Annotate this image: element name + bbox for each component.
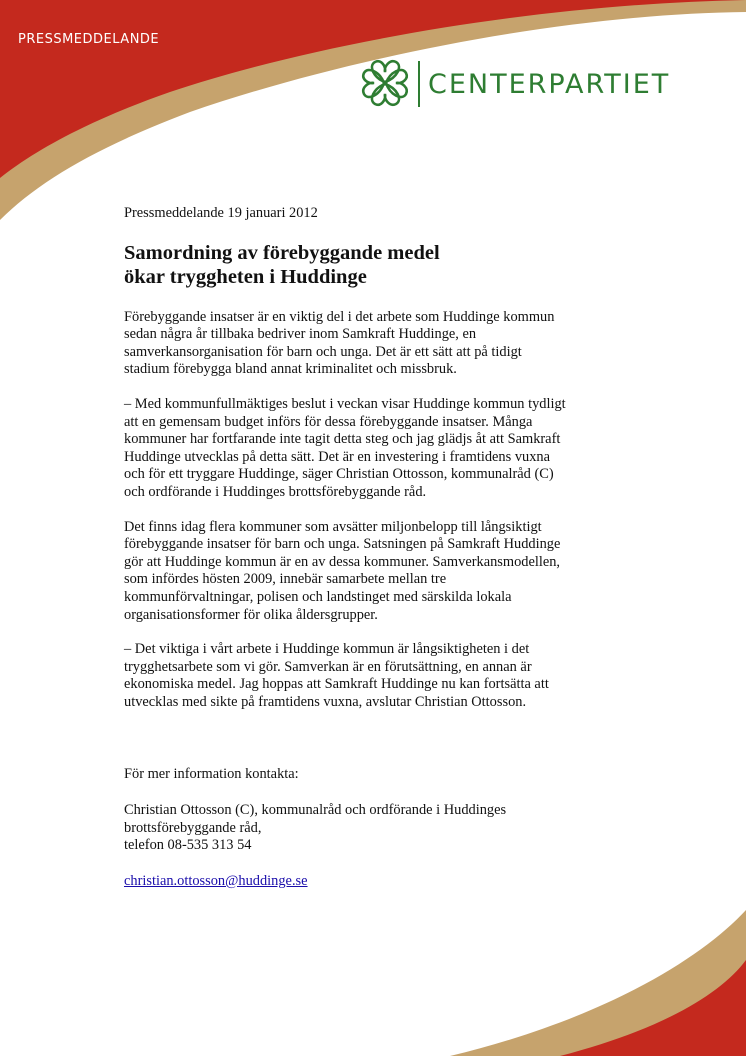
- logo-divider: [418, 61, 420, 107]
- clover-icon: [360, 58, 410, 110]
- headline-line-1: Samordning av förebyggande medel: [124, 241, 440, 264]
- headline: [124, 241, 594, 289]
- headline-line-2: ökar tryggheten i Huddinge: [124, 265, 367, 288]
- paragraph: Det finns idag flera kommuner som avsätter miljonbelopp till långsiktigt förebyggande insatser för barn och unga. Satsningen på Samkraft Huddinge gör att Huddinge kommun är en av dessa kommuner. Samverkansmodellen, som infördes hösten 2009, innebär samarbete mellan tre kommunförvaltningar, polisen och landstinget med särskilda lokala organisationsformer för olika åldersgrupper.: [124, 518, 561, 623]
- press-release-kicker: PRESSMEDDELANDE: [18, 32, 160, 47]
- contact-heading: För mer information kontakta:: [124, 766, 299, 783]
- brand-name: CENTERPARTIET: [428, 68, 671, 100]
- centerpartiet-logo: [360, 58, 670, 110]
- paragraph: – Det viktiga i vårt arbete i Huddinge kommun är långsiktigheten i det trygghetsarbete som vi gör. Samverkan är en förutsättning, en annan är ekonomiska medel. Jag hoppas att Samkraft Huddinge nu kan fortsätta att utvecklas med sikte på framtidens vuxna, avslutar Christian Ottosson.: [124, 641, 549, 710]
- contact-details: Christian Ottosson (C), kommunalråd och ordförande i Huddinges brottsförebyggande råd, telefon 08-535 313 54: [124, 802, 507, 854]
- dateline: Pressmeddelande 19 januari 2012: [124, 205, 318, 221]
- footer-gold-band: [450, 910, 746, 1056]
- footer-red-band: [560, 960, 746, 1056]
- contact-email-link[interactable]: christian.ottosson@huddinge.se: [124, 872, 308, 889]
- paragraph: – Med kommunfullmäktiges beslut i veckan visar Huddinge kommun tydligt att en gemensam budget införs för dessa förebyggande insatser. Många kommuner har fortfarande inte tagit detta steg och jag glädjs åt att Samkraft Huddinge utvecklas på detta sätt. Det är en investering i framtidens vuxna och för ett tryggare Huddinge, säger Christian Ottosson, kommunalråd (C) och ordförande i Huddinges brottsförebyggande råd.: [124, 395, 566, 500]
- paragraph: Förebyggande insatser är en viktig del i det arbete som Huddinge kommun sedan några år tillbaka bedriver inom Samkraft Huddinge, en samverkansorganisation för barn och unga. Det är ett sätt att på tidigt stadium förebygga bland annat kriminalitet och missbruk.: [124, 308, 555, 378]
- press-release-body: [124, 205, 594, 890]
